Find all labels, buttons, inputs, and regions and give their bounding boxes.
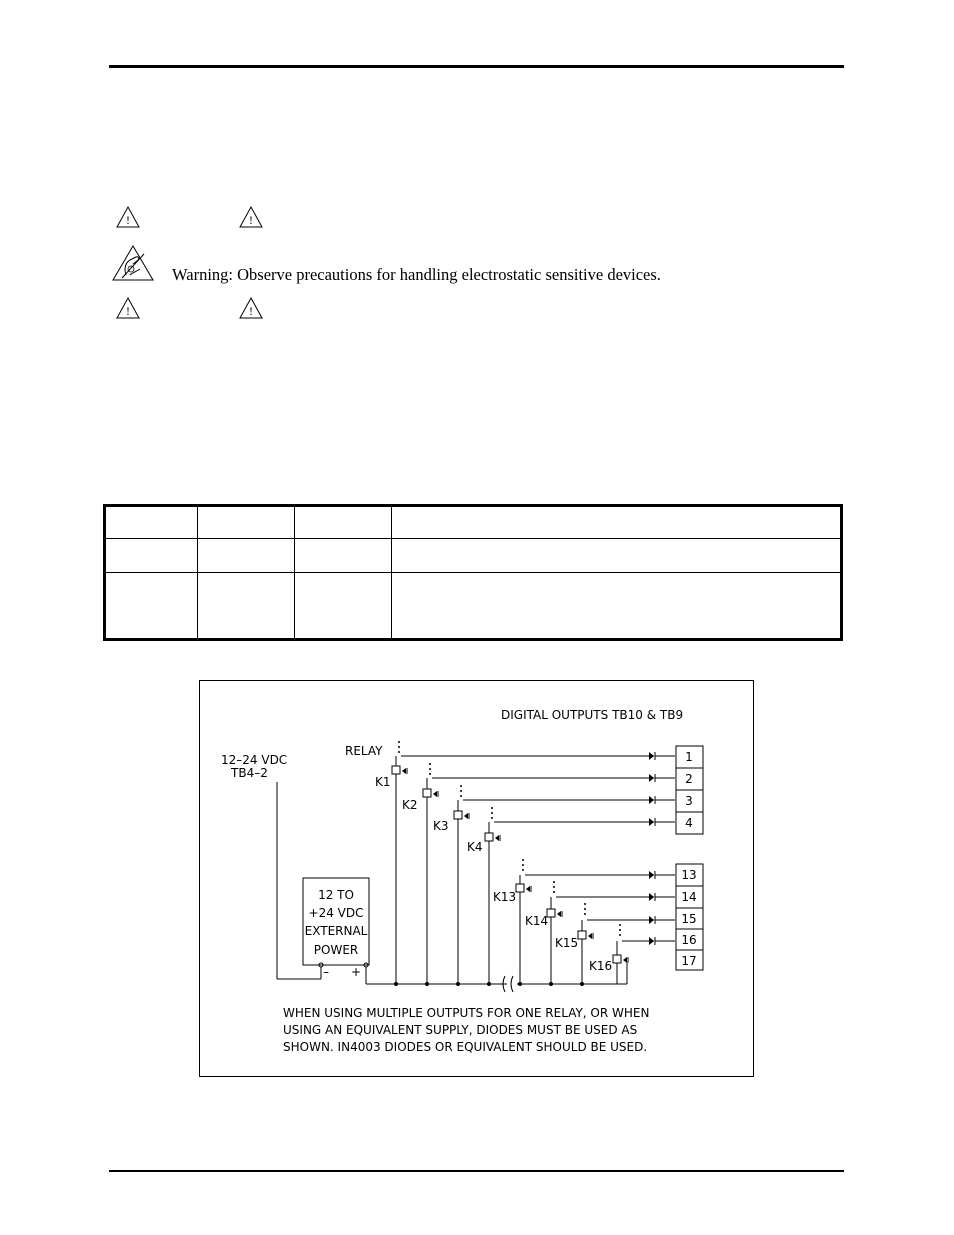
relay-label-k15: K15	[555, 936, 579, 950]
table-row	[105, 539, 842, 573]
relay-label-k14: K14	[525, 914, 549, 928]
relay-k13	[493, 859, 675, 986]
caution-symbol: !	[126, 304, 130, 318]
digital-outputs-wiring-diagram	[199, 680, 754, 1077]
plus-label: +	[351, 965, 362, 979]
caution-triangle-icon	[238, 296, 264, 320]
terminal-label: 4	[685, 816, 693, 830]
relay-k3	[433, 785, 675, 986]
diagram-title: DIGITAL OUTPUTS TB10 & TB9	[501, 708, 684, 722]
relay-label-k16: K16	[589, 959, 613, 973]
relay-label: RELAY	[345, 744, 383, 758]
minus-label: –	[323, 965, 329, 979]
note-line: SHOWN. IN4003 DIODES OR EQUIVALENT SHOULD BE USED.	[283, 1040, 648, 1054]
power-box-line: +24 VDC	[308, 906, 364, 920]
bottom-rule	[109, 1170, 844, 1172]
top-rule	[109, 65, 844, 68]
caution-symbol: !	[249, 304, 253, 318]
table-header-row	[105, 506, 842, 539]
terminal-label: 15	[681, 912, 697, 926]
terminal-block-tb9	[676, 864, 703, 970]
terminal-block-tb10	[676, 746, 703, 834]
table-row	[105, 572, 842, 639]
caution-triangle-icon	[115, 205, 141, 229]
caution-triangle-icon	[115, 296, 141, 320]
terminal-label: 16	[681, 933, 697, 947]
terminal-label: 13	[681, 868, 697, 882]
caution-symbol: !	[249, 213, 253, 227]
relay-label-k13: K13	[493, 890, 517, 904]
relay-label-k4: K4	[467, 840, 483, 854]
caution-symbol: !	[126, 213, 130, 227]
power-box-line: EXTERNAL	[304, 924, 368, 938]
supply-label-line1: 12–24 VDC	[221, 753, 288, 767]
note-line: WHEN USING MULTIPLE OUTPUTS FOR ONE RELAY, OR WHEN	[283, 1006, 650, 1020]
power-box-line: 12 TO	[318, 888, 354, 902]
power-box-line: POWER	[313, 943, 359, 957]
relay-label-k3: K3	[433, 819, 449, 833]
terminal-label: 17	[681, 954, 697, 968]
terminal-label: 2	[685, 772, 693, 786]
terminal-label: 1	[685, 750, 693, 764]
relay-k16	[589, 924, 675, 984]
terminal-label: 14	[681, 890, 697, 904]
spec-table	[103, 504, 843, 641]
caution-triangle-icon	[238, 205, 264, 229]
relay-k15	[555, 903, 675, 986]
relay-label-k1: K1	[375, 775, 391, 789]
relay-label-k2: K2	[402, 798, 418, 812]
esd-sensitive-icon	[112, 245, 154, 281]
supply-label-line2: TB4–2	[231, 766, 268, 780]
terminal-label: 3	[685, 794, 693, 808]
esd-warning-text: Warning: Observe precautions for handling electrostatic sensitive devices.	[172, 265, 661, 284]
note-line: USING AN EQUIVALENT SUPPLY, DIODES MUST BE USED AS	[283, 1023, 638, 1037]
